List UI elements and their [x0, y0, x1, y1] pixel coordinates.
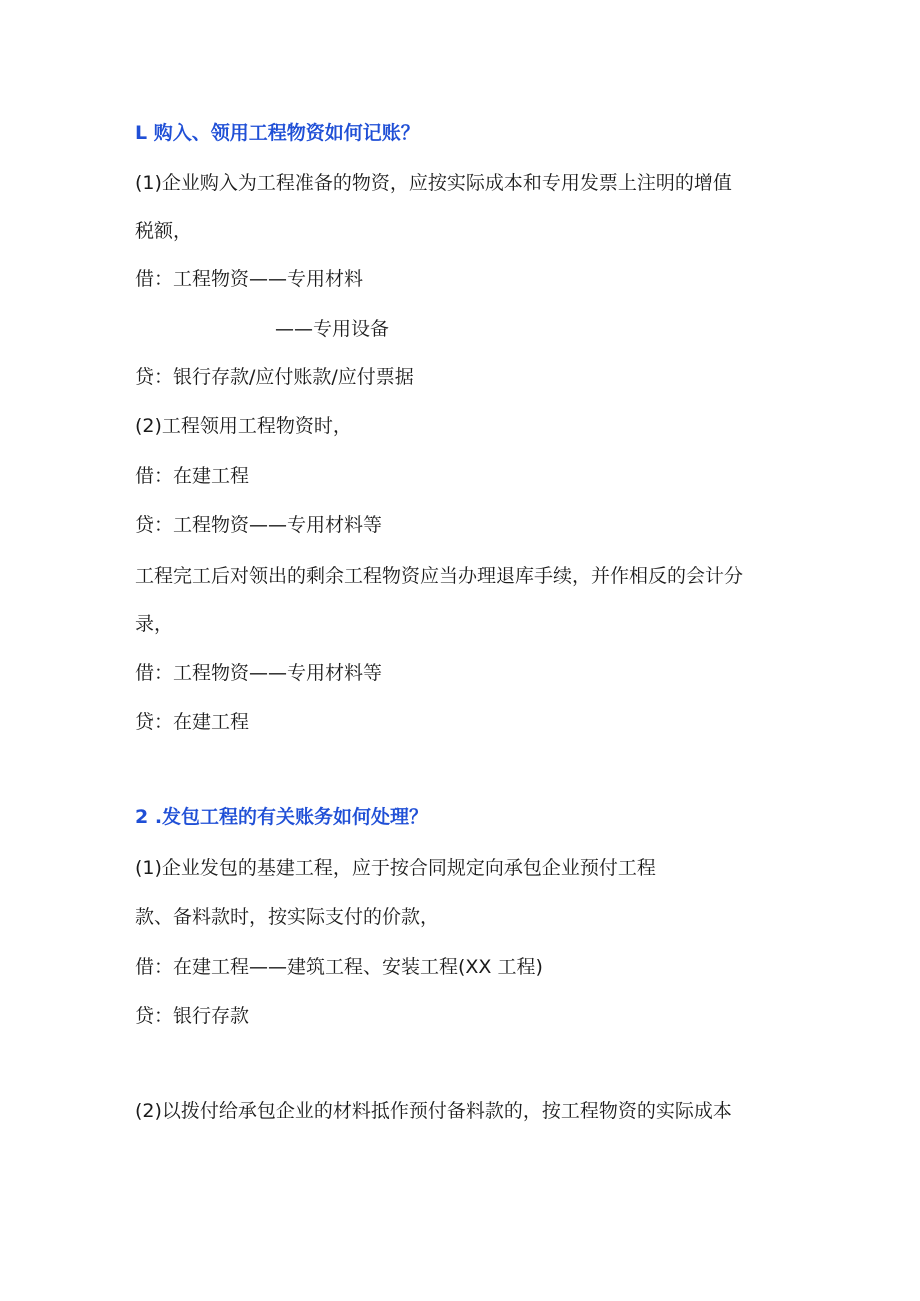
section1-paragraph3-line1: 工程完工后对领出的剩余工程物资应当办理退库手续，并作相反的会计分 — [135, 565, 744, 587]
section2-paragraph1-line1: (1)企业发包的基建工程，应于按合同规定向承包企业预付工程 — [135, 857, 656, 879]
entry1-credit: 贷：银行存款/应付账款/应付票据 — [135, 366, 414, 388]
entry2-credit: 贷：工程物资——专用材料等 — [135, 514, 383, 536]
entry1-debit-sub: ——专用设备 — [275, 318, 390, 340]
entry1-debit: 借：工程物资——专用材料 — [135, 268, 364, 290]
section1-paragraph1-line1: (1)企业购入为工程准备的物资，应按实际成本和专用发票上注明的增值 — [135, 172, 732, 194]
section2-paragraph1-line2: 款、备料款时，按实际支付的价款， — [135, 906, 440, 928]
section1-paragraph1-line2: 税额， — [135, 220, 193, 242]
section1-paragraph2: (2)工程领用工程物资时， — [135, 415, 352, 437]
section1-paragraph3-line2: 录， — [135, 613, 174, 635]
entry3-debit: 借：工程物资——专用材料等 — [135, 662, 383, 684]
section1-title: L 购入、领用工程物资如何记账？ — [135, 122, 420, 144]
entry3-credit: 贷：在建工程 — [135, 711, 250, 733]
section2-title: 2 .发包工程的有关账务如何处理？ — [135, 806, 429, 828]
section2-paragraph2-line1: (2)以拨付给承包企业的材料抵作预付备料款的，按工程物资的实际成本 — [135, 1100, 732, 1122]
entry2-debit: 借：在建工程 — [135, 465, 250, 487]
section2-entry1-credit: 贷：银行存款 — [135, 1005, 250, 1027]
section2-entry1-debit: 借：在建工程——建筑工程、安装工程(XX 工程) — [135, 956, 543, 978]
